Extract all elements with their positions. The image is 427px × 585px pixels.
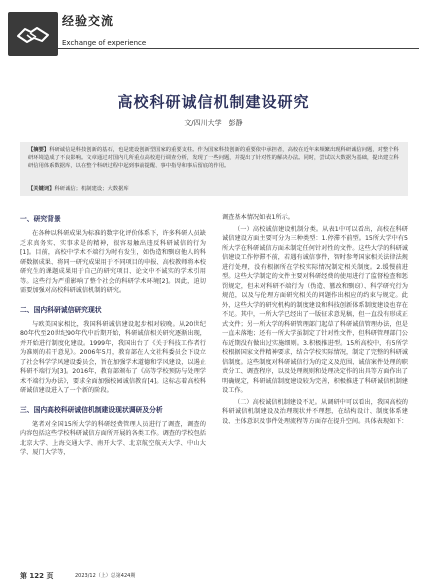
paragraph: 与欧美国家相比，我国科研诚信建设起步相对较晚。从20世纪80年代至20世纪90年代中后期开始，科研诚信相关研究逐渐出现，并开始进行制度化建设。1999年，我国出台了《关于科技工作者行为准则的若干意见》。2006年5月，教育部在人文社科委员会下设立了社会科学学风建设委员会，旨在加强学术道德和学风建设，以遏止科研不端行为[3]。2016年，教育部颁布了《高等学校预防与处理学术不端行为办法》，要求全面加强校园诚信教育[4]。这标志着高校科研诚信建设进入了一个新的阶段。 (20, 320, 206, 394)
keywords-body: 科研诚信；机制建设；大数据库 (54, 186, 129, 192)
abstract-body: 科研诚信是科技创新的基石，也是建设创新型国家的重要支柱。作为国家科技创新的重要依中承担者，高校在近年来频繁出现科研诚信问题，对整个科研环境造成了不良影响。文章通过对国内几所重点高校进行调查分析，发现了一些问题，并提出了针对性的解决办法。同时，尝试以大数据为基础，提出建立科研信用体系数据库，以在整个科研过程中起到事前提醒、事中指导和事后留底的作用。 (28, 147, 399, 170)
issue-info: 2023/12（上）总第424期 (75, 573, 136, 579)
section-heading-background: 一、研究背景 (20, 215, 61, 223)
keywords-box (20, 181, 408, 196)
article-author: 文/四川大学 彭静 (184, 119, 243, 127)
right-column (222, 213, 408, 428)
column-title-cn: 经验交流 (62, 14, 115, 28)
handshake-icon (16, 22, 50, 46)
abstract-box (20, 142, 408, 182)
abstract-text (28, 146, 400, 171)
section-heading-domestic-status: 二、国内科研诚信研究现状 (20, 305, 102, 314)
header-divider (58, 48, 419, 49)
paragraph: 调查基本情况如表1所示。 (222, 214, 294, 221)
paragraph: （二）高校诚信机制建设不足。从调研中可以看出，我国高校的科研诚信机制建设及治理现状并不理想，在结构设计、制度体系建设、主体意识及事件处理流程等方面存在提升空间。具体表现如下： (222, 398, 408, 425)
keywords-label: 【关键词】 (28, 186, 55, 192)
column-logo (8, 12, 58, 56)
paragraph: 笔者对全国15所大学的科研经费管理人员进行了调查，调查的内容包括这些学校科研诚信方面所开展的各类工作。调查的学校包括北京大学、上海交通大学、南开大学、北京航空航天大学、中山大学、厦门大学等， (20, 420, 206, 456)
abstract-label: 【摘要】 (28, 147, 50, 153)
column-title-en: Exchange of experience (62, 39, 147, 47)
article-title: 高校科研诚信机制建设研究 (117, 93, 310, 111)
section-heading-survey: 三、国内高校科研诚信机制建设现状调研及分析 (20, 405, 163, 414)
paragraph: 在各种以科研成果为标准的数字化评价体系下，许多科研人员缺乏求真务实、实事求是的精神，很容易触出违反科研诚信的行为[1]。目前，高校中学术不端行为时有发生，如伪造和剽窃他人的科研数据成果、将同一研究成果用于不同项目的申报、高校教师将本校研究生的课题成果用于自己的研究项目、论文中不诚实的学术引用等。这些行为严重影响了整个社会的科研学术环境[2]。因此，迫切需要加强对高校科研诚信机制的研究。 (20, 230, 206, 294)
paragraph: （一）高校诚信建设机制分类。从表1中可以看出，高校在科研诚信建设方面主要可分为三种类型：1.停滞不前型。15所大学中有5所大学在科研诚信方面未制定任何针对性的文件。这些大学的科研诚信建设工作停滞不前，若遇有诚信事件，智时参考国家相关法律法规进行处理，没有根据所在学校实际情况制定相关制度。2.缓慢前进型。这些大学制定的文件主要对科研经费的使用进行了监督检查和惩罚规定，但未对科研不端行为（伪造、篡改和剽窃）、科学研究行为规范，以及与伦理方面研究相关的问题作出相应的约束与规定。此外，这些大学的研究机构的制度建设和科技创新体系制度建设也存在不足。其中，一所大学已经出了一版征求意见稿，但一直没有形成正式文件；另一所大学的科研管理部门起草了科研诚信管理办法，但是一直未落地；还有一所大学虽制定了针对性文件，但科研管理部门公布近期没有做出过实施细则。3.积极推进型。15所高校中，有5所学校根据国家文件精神要求，结合学校实际情况，制定了完整的科研诚信制度。这些制度对科研诚信行为的定义及范围、诚信案件处理的职责分工、调查程序，以及处理规则和处理决定作的出具等方面作出了明确规定，科研诚信制度建设较为完善，积极推进了科研诚信机制建设工作。 (222, 225, 408, 394)
page-number: 第 122 页 (20, 572, 54, 580)
left-column (20, 213, 206, 460)
